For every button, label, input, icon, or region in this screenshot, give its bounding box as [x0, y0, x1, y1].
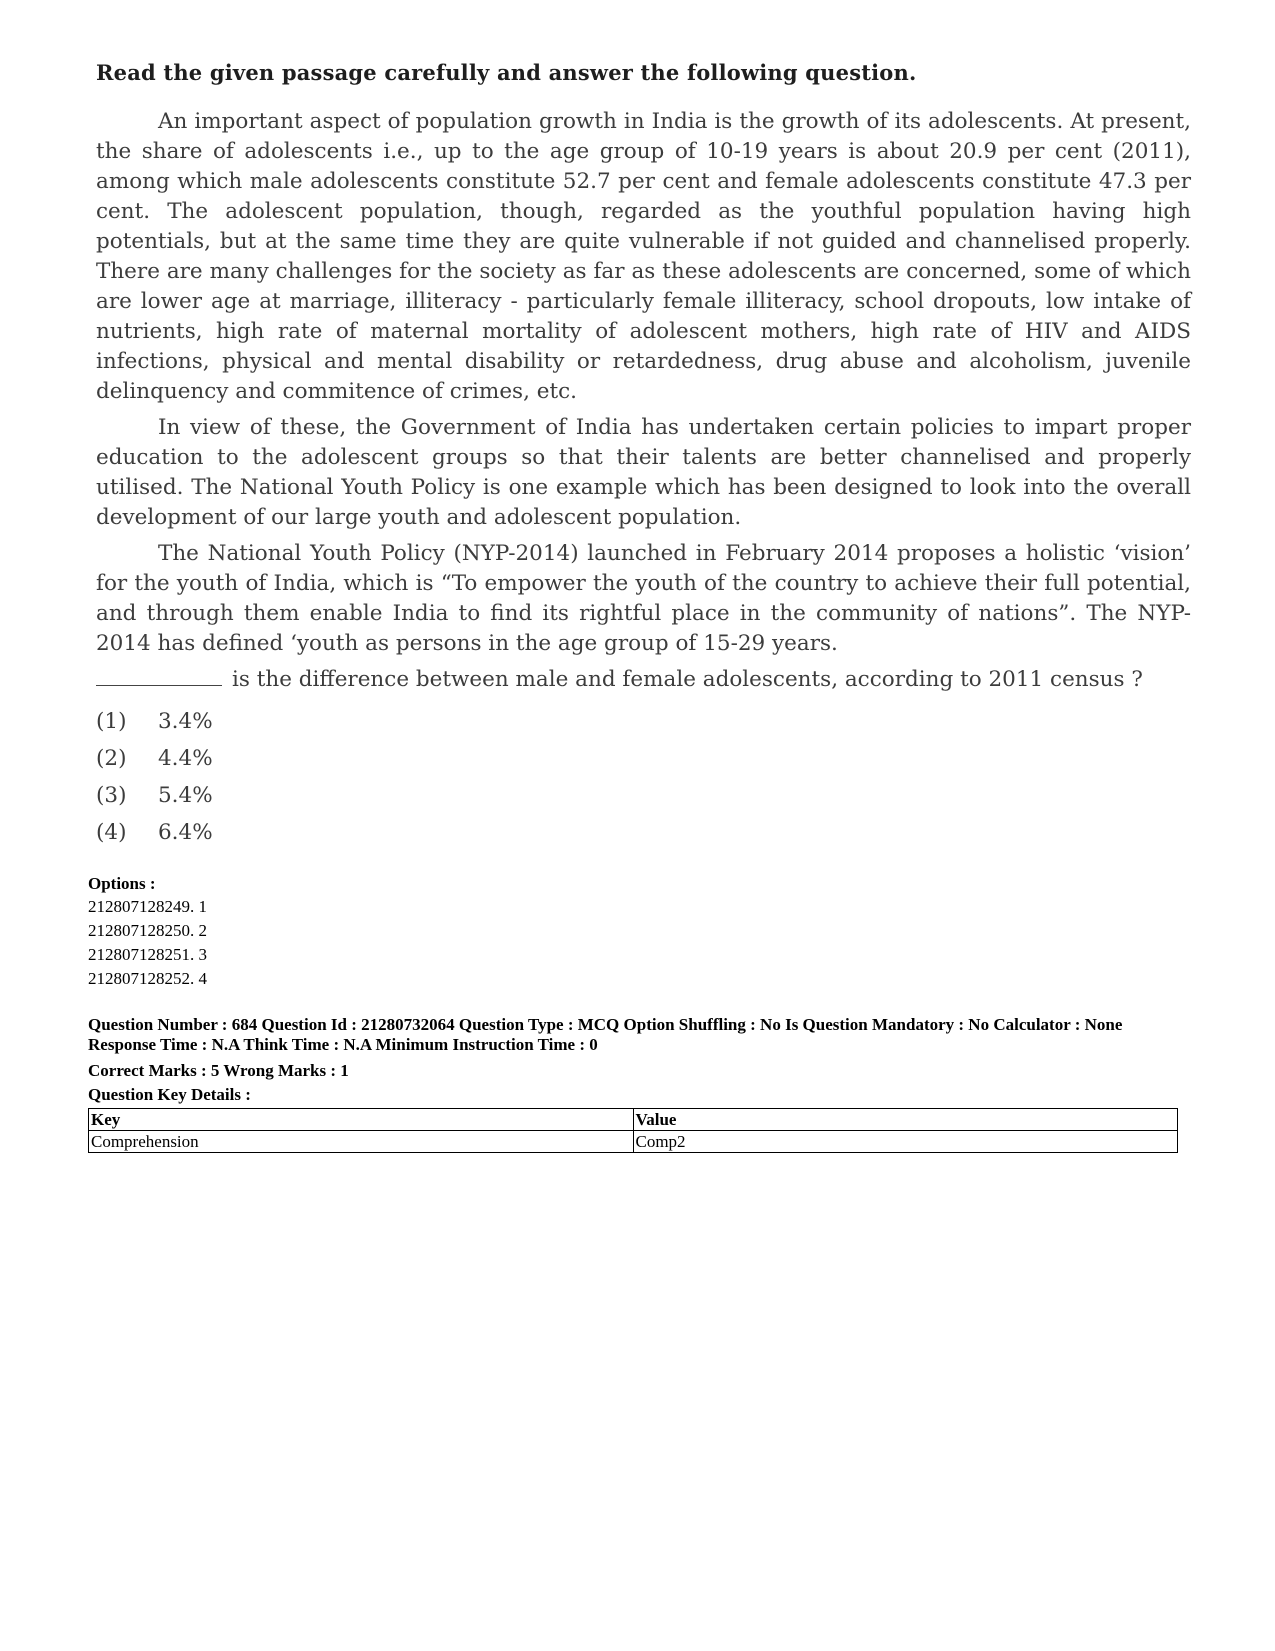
option-id-1: 212807128249. 1	[88, 897, 207, 916]
answer-blank	[96, 665, 222, 686]
choice-text: 5.4%	[158, 783, 213, 808]
question-text	[96, 665, 1191, 695]
question-info-line-1: Question Number : 684 Question Id : 21280732064 Question Type : MCQ Option Shuffling : No Is Question Mandatory : No Calculator : None	[88, 1015, 1123, 1034]
choice-number: (3)	[96, 783, 127, 808]
table-header-row	[89, 1109, 1178, 1131]
question-metadata	[88, 872, 1188, 1153]
choice-number: (4)	[96, 820, 127, 845]
choice-text: 4.4%	[158, 746, 213, 771]
choice-number: (1)	[96, 709, 127, 734]
passage-paragraph-1: An important aspect of population growth in India is the growth of its adolescents. At present, the share of adolescents i.e., up to the age group of 10-19 years is about 20.9 per cent (2011), among which male adolescents constitute 52.7 per cent and female adolescents constitute 47.3 per cent. The adolescent population, though, regarded as the youthful population having high potentials, but at the same time they are quite vulnerable if not guided and channelised properly. There are many challenges for the society as far as these adolescents are concerned, some of which are lower age at marriage, illiteracy - particularly female illiteracy, school dropouts, low intake of nutrients, high rate of maternal mortality of adolescent mothers, high rate of HIV and AIDS infections, physical and mental disability or retardedness, drug abuse and alcoholism, juvenile delinquency and commitence of crimes, etc.	[96, 109, 1191, 404]
key-details-table	[88, 1108, 1178, 1153]
choice-3	[96, 777, 1191, 814]
option-id-2: 212807128250. 2	[88, 921, 207, 940]
question-stem: is the difference between male and female adolescents, according to 2011 census ?	[232, 667, 1143, 692]
passage-paragraph-2: In view of these, the Government of India has undertaken certain policies to impart proper education to the adolescent groups so that their talents are better channelised and properly utilised. The National Youth Policy is one example which has been designed to look into the overall development of our large youth and adolescent population.	[96, 415, 1191, 530]
choice-1	[96, 703, 1191, 740]
table-header-value: Value	[633, 1109, 1178, 1131]
table-row	[89, 1131, 1178, 1153]
choice-text: 3.4%	[158, 709, 213, 734]
choice-list	[96, 703, 1191, 851]
option-id-4: 212807128252. 4	[88, 969, 207, 988]
table-header-key: Key	[89, 1109, 634, 1131]
passage-heading: Read the given passage carefully and answer the following question.	[96, 60, 917, 85]
choice-number: (2)	[96, 746, 127, 771]
table-cell-value: Comp2	[633, 1131, 1178, 1153]
key-details-label: Question Key Details :	[88, 1085, 251, 1104]
marks-info: Correct Marks : 5 Wrong Marks : 1	[88, 1061, 349, 1080]
passage-paragraph-3: The National Youth Policy (NYP-2014) launched in February 2014 proposes a holistic ‘vision’ for the youth of India, which is “To empower the youth of the country to achieve their full potential, and through them enable India to find its rightful place in the community of nations”. The NYP-2014 has defined ‘youth as persons in the age group of 15-29 years.	[96, 541, 1191, 656]
choice-4	[96, 814, 1191, 851]
table-cell-key: Comprehension	[89, 1131, 634, 1153]
choice-text: 6.4%	[158, 820, 213, 845]
passage-image	[96, 60, 1191, 851]
options-label: Options :	[88, 874, 156, 893]
question-info-line-2: Response Time : N.A Think Time : N.A Minimum Instruction Time : 0	[88, 1035, 598, 1054]
question-info	[88, 1015, 1188, 1055]
option-id-3: 212807128251. 3	[88, 945, 207, 964]
choice-2	[96, 740, 1191, 777]
